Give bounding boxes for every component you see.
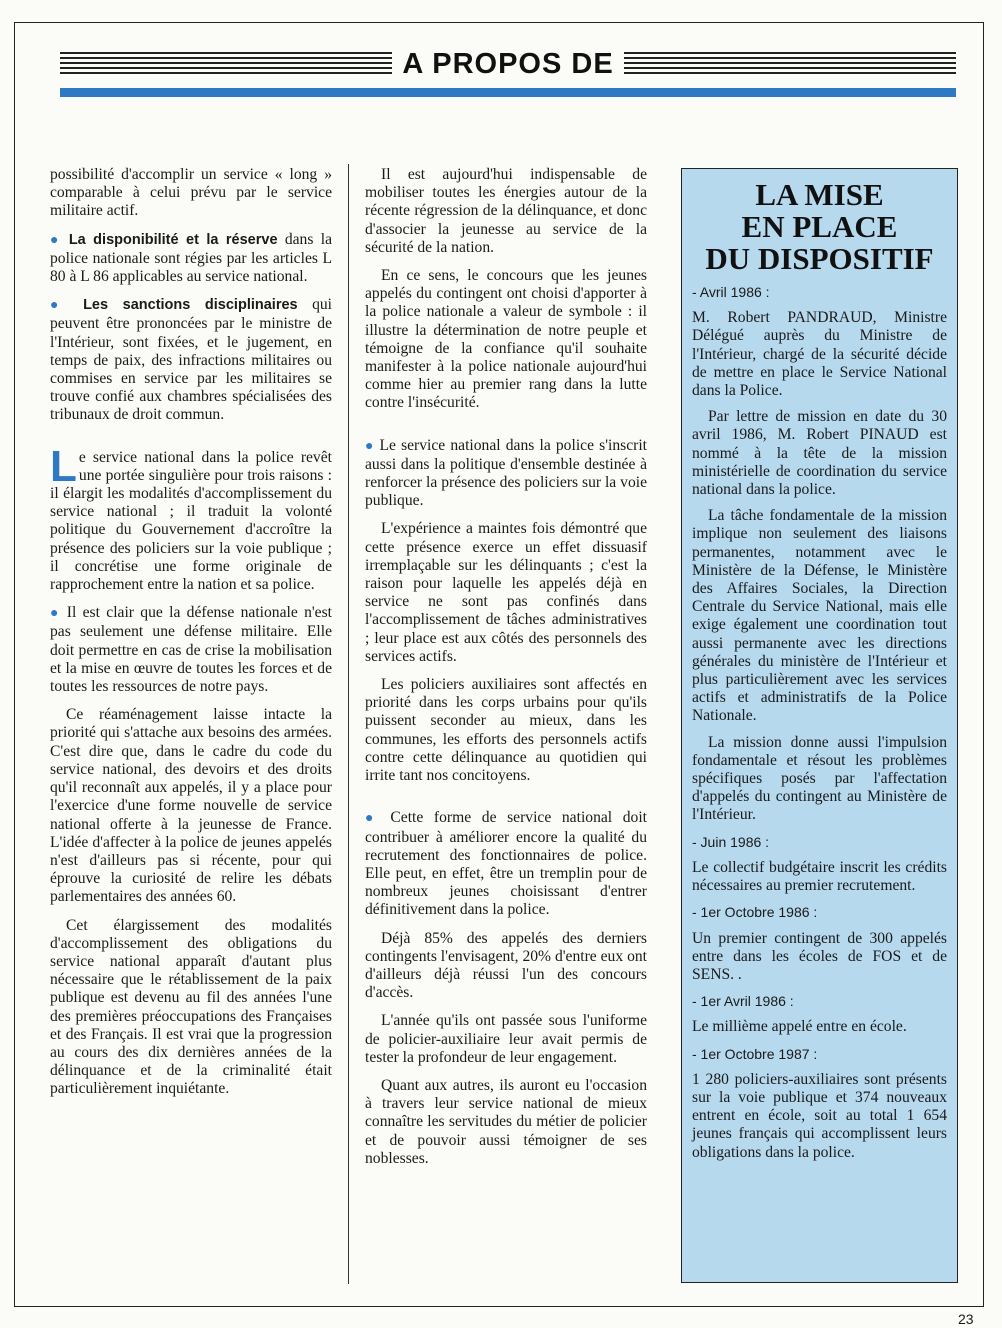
timeline-text: M. Robert PANDRAUD, Ministre Délégué auprès du Ministre de l'Intérieur, chargé de la sécurité décide de mettre en place le Service National dans la Police. xyxy=(692,309,947,400)
bullet-icon: ● xyxy=(365,438,380,454)
timeline-date: - Avril 1986 : xyxy=(692,284,770,300)
paragraph-text: Le service national dans la police s'inscrit aussi dans la politique d'ensemble destinée à renforcer la présence des policiers sur la voie publique. xyxy=(365,436,647,510)
timeline-text: La tâche fondamentale de la mission implique non seulement des liaisons permanentes, notamment avec le Ministère de la Défense, le Ministère des Affaires Sociales, la Direction Centrale du Service National, mais elle exige également une coordination tout aussi permanente avec les directions générales du ministère de l'Intérieur et plus particulièrement avec les services actifs et administratifs de la Police Nationale. xyxy=(692,507,947,725)
timeline-date: - 1er Octobre 1987 : xyxy=(692,1045,818,1062)
section-header xyxy=(60,44,956,84)
bullet-icon: ● xyxy=(365,811,391,827)
article-column-1 xyxy=(50,166,332,1109)
paragraph-heading: La disponibilité et la réserve xyxy=(68,231,278,248)
paragraph: En ce sens, le concours que les jeunes appelés du contingent ont choisi d'apporter à la police nationale a valeur de symbole : il illustre la détermination de notre peuple et témoigne de la confiance qu'il souhaite manifester à la police nationale aujourd'hui comme hier au premier rang dans la lutte contre l'insécurité. xyxy=(365,267,647,412)
paragraph-text: qui peuvent être prononcées par le ministre de l'Intérieur, sont fixées, et le jugement, en temps de paix, des infractions militaires ou commises en service par les militaires se trouve confié aux chambres spécialisées des tribunaux de droit commun. xyxy=(50,296,332,424)
paragraph xyxy=(50,231,332,287)
timeline-text: Par lettre de mission en date du 30 avril 1986, M. Robert PINAUD est nommé à la tête de la mission ministérielle de coordination du service national dans la police. xyxy=(692,408,947,499)
timeline-text: 1 280 policiers-auxiliaires sont présents sur la voie publique et 374 nouveaux entrent en école, soit au total 1 654 jeunes français qui accomplissent leurs obligations dans la police. xyxy=(692,1070,947,1161)
paragraph: Cet élargissement des modalités d'accomplissement des obligations du service national apparaît d'autant plus nécessaire que le rétablissement de la paix publique est devenu au fil des années l'une des premières préoccupations des Françaises et des Français. Il est vrai que la progression au cours des dix dernières années de la délinquance et de la criminalité était particulièrement inquiétante. xyxy=(50,916,332,1098)
section-title: A PROPOS DE xyxy=(392,48,623,80)
paragraph-text: Cette forme de service national doit contribuer à améliorer encore la qualité du recrutement des fonctionnaires de police. Elle peut, en effet, être un tremplin pour de nombreux jeunes choisissant d'entrer définitivement dans la police. xyxy=(365,809,647,919)
sidebar-body xyxy=(692,283,947,1162)
paragraph xyxy=(365,437,647,511)
paragraph-text: Il est clair que la défense nationale n'est pas seulement une défense militaire. Elle doit permettre en cas de crise la mobilisation et la mise en œuvre de toutes les forces et de toutes les ressources de notre pays. xyxy=(50,604,332,696)
timeline-text: Un premier contingent de 300 appelés entre dans les écoles de FOS et de SENS. . xyxy=(692,929,947,983)
sidebar-title: LA MISE EN PLACE DU DISPOSITIF xyxy=(705,177,934,276)
column-divider xyxy=(348,164,349,1284)
timeline-text: La mission donne aussi l'impulsion fondamentale et résout les problèmes spécifiques posés par l'affectation d'appelés du contingent au Ministère de l'Intérieur. xyxy=(692,733,947,824)
paragraph xyxy=(365,809,647,919)
timeline-sidebar xyxy=(681,168,958,1283)
drop-cap: L xyxy=(50,441,77,491)
paragraph: Il est aujourd'hui indispensable de mobiliser toutes les énergies autour de la récente régression de la délinquance, et donc d'associer la jeunesse au service de la sécurité de la nation. xyxy=(365,166,647,256)
paragraph xyxy=(50,604,332,696)
article-column-2 xyxy=(365,166,647,1178)
timeline-date: - 1er Octobre 1986 : xyxy=(692,904,818,921)
paragraph: Déjà 85% des appelés des derniers contingents l'envisagent, 20% d'entre eux ont d'ailleurs déjà réussi l'un des concours d'accès. xyxy=(365,929,647,1002)
timeline-date: - 1er Avril 1986 : xyxy=(692,993,794,1010)
bullet-icon: ● xyxy=(50,298,84,314)
page-number: 23 xyxy=(958,1311,974,1327)
paragraph: L'expérience a maintes fois démontré que cette présence exerce un effet dissuasif irremplaçable sur les délinquants ; c'est la raison pour laquelle les appelés déjà en service ne sont pas confinés dans l'accomplissement de tâches administratives ; leur place est aux côtés des personnels des services actifs. xyxy=(365,520,647,665)
timeline-text: Le collectif budgétaire inscrit les crédits nécessaires au premier recrutement. xyxy=(692,858,947,895)
paragraph: Les policiers auxiliaires sont affectés en priorité dans les corps urbains pour qu'ils puissent seconder au mieux, dans les communes, les efforts des personnels actifs contre cette délinquance au quotidien qui irrite tant nos concitoyens. xyxy=(365,676,647,785)
bullet-icon: ● xyxy=(50,232,69,248)
header-accent-bar xyxy=(60,88,956,97)
timeline-text: Le millième appelé entre en école. xyxy=(692,1018,907,1036)
paragraph xyxy=(50,441,332,595)
paragraph: Ce réaménagement laisse intacte la priorité qui s'attache aux besoins des armées. C'est dire que, dans le cadre du code du service national, des devoirs et des droits qu'il reconnaît aux appelés, il y a place pour l'exercice d'une forme nouvelle de service national offerte à la jeunesse de France. L'idée d'affecter à la police de jeunes appelés n'est d'ailleurs pas si récente, pour qui éprouve la curiosité de relire les débats parlementaires des années 60. xyxy=(50,706,332,906)
paragraph-text: dans la police nationale sont régies par les articles L 80 à L 86 applicables au service national. xyxy=(50,230,332,286)
paragraph: possibilité d'accomplir un service « long » comparable à celui prévu par le service militaire actif. xyxy=(50,166,332,220)
paragraph xyxy=(50,296,332,424)
paragraph-heading: Les sanctions disciplinaires xyxy=(83,297,298,314)
paragraph-text: e service national dans la police revêt une portée singulière pour trois raisons : il élargit les modalités d'accomplissement du service national ; il traduit la volonté politique du Gouvernement d'accroître la présence des policiers sur la voie publique ; il concrétise une forme originale de rapprochement entre la nation et sa police. xyxy=(50,448,332,594)
paragraph: Quant aux autres, ils auront eu l'occasion à travers leur service national de mieux connaître les servitudes du métier de policier et de pouvoir aussi témoigner de ses noblesses. xyxy=(365,1076,647,1167)
paragraph: L'année qu'ils ont passée sous l'uniforme de policier-auxiliaire leur avait permis de tester la profondeur de leur engagement. xyxy=(365,1012,647,1066)
bullet-icon: ● xyxy=(50,606,67,622)
timeline-date: - Juin 1986 : xyxy=(692,833,770,850)
